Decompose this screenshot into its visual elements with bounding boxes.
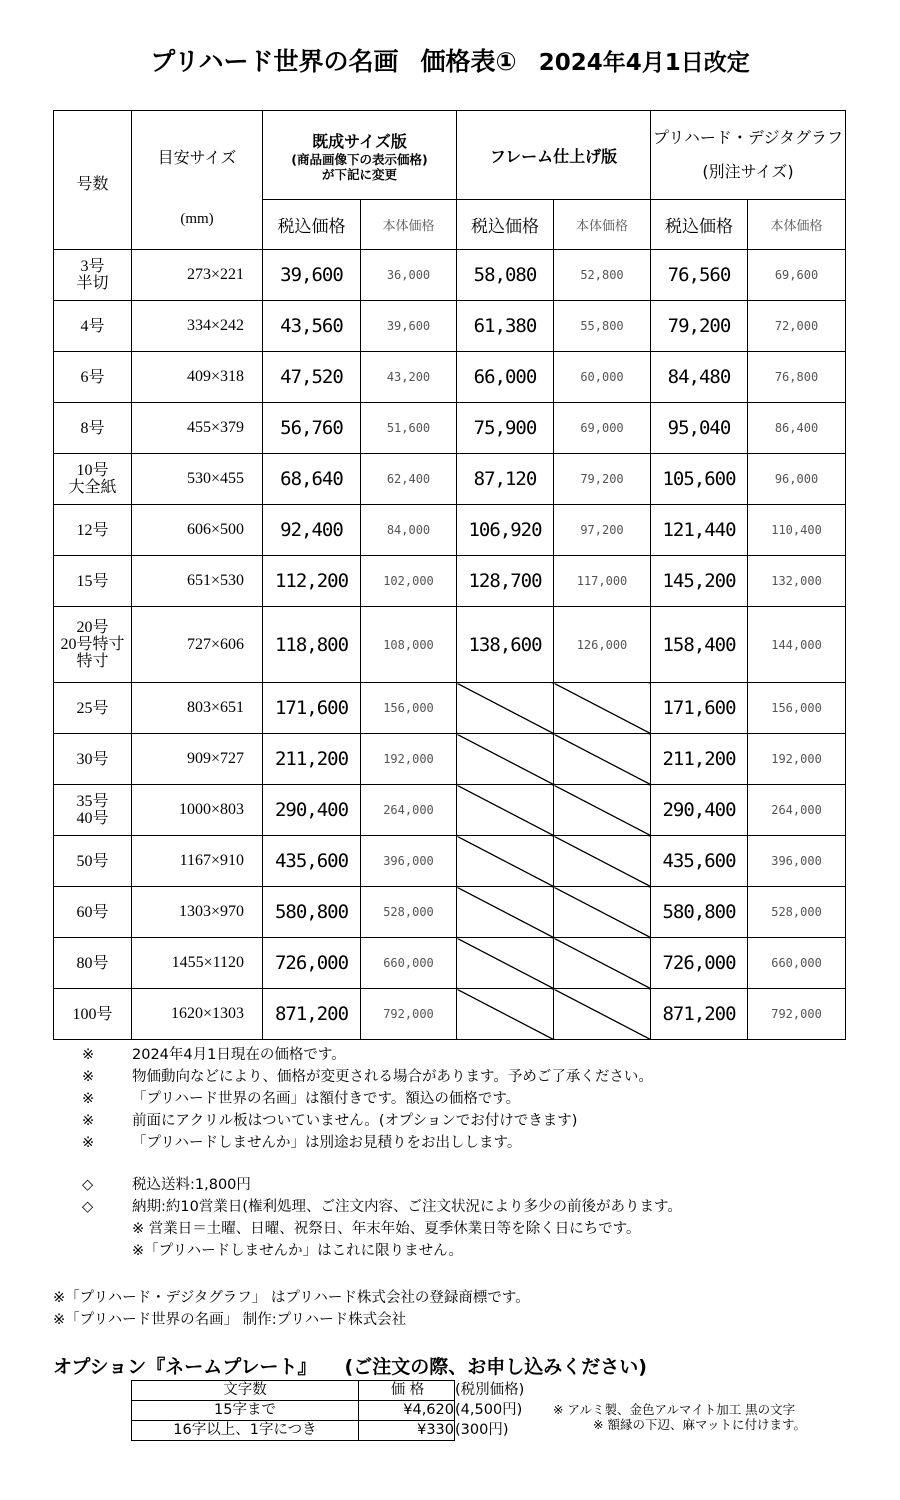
frame-base-price: 55,800 — [554, 301, 651, 352]
gou-label: 50号 — [76, 852, 109, 870]
gou-label: 20号 — [76, 619, 109, 636]
ready-base-price: 264,000 — [361, 785, 457, 836]
size-cell: 334×242 — [132, 301, 263, 352]
table-row — [54, 505, 846, 556]
gou-label: 6号 — [80, 368, 105, 386]
digi-base-price: 660,000 — [748, 938, 846, 989]
size-cell: 1167×910 — [132, 836, 263, 887]
note-text: 税込送料:1,800円 — [132, 1177, 251, 1193]
note-text: ※「プリハードしませんか」はこれに限りません。 — [132, 1243, 464, 1259]
header-base-price: 本体価格 — [748, 200, 846, 250]
note-text: 2024年4月1日現在の価格です。 — [132, 1047, 346, 1063]
nameplate-header-chars: 文字数 — [132, 1381, 359, 1401]
frame-tax-price: 75,900 — [457, 403, 554, 454]
note-mark: ※ — [82, 1091, 95, 1107]
size-cell: 530×455 — [132, 454, 263, 505]
ready-tax-price: 435,600 — [263, 836, 361, 887]
table-row — [54, 683, 846, 734]
gou-label: 3号 — [80, 258, 105, 275]
title-main: プリハード世界の名画 — [150, 47, 399, 76]
frame-not-available — [554, 989, 651, 1040]
digi-base-price: 156,000 — [748, 683, 846, 734]
frame-tax-price: 138,600 — [457, 607, 554, 683]
frame-not-available — [554, 938, 651, 989]
frame-base-price: 126,000 — [554, 607, 651, 683]
gou-label: 特寸 — [76, 653, 109, 670]
frame-base-price: 52,800 — [554, 250, 651, 301]
frame-not-available — [457, 683, 554, 734]
digi-base-price: 396,000 — [748, 836, 846, 887]
gou-cell — [54, 505, 132, 556]
gou-label: 30号 — [76, 750, 109, 768]
size-cell: 606×500 — [132, 505, 263, 556]
frame-not-available — [457, 836, 554, 887]
note-line — [82, 1088, 682, 1110]
digi-tax-price: 145,200 — [651, 556, 748, 607]
ready-base-price: 102,000 — [361, 556, 457, 607]
nameplate-note: ※ アルミ製、金色アルマイト加工 黒の文字 — [553, 1402, 796, 1417]
note-mark: ※ — [82, 1135, 95, 1151]
frame-tax-price: 58,080 — [457, 250, 554, 301]
frame-tax-price: 128,700 — [457, 556, 554, 607]
nameplate-price: ¥4,620 — [359, 1401, 455, 1421]
gou-cell — [54, 454, 132, 505]
ready-base-price: 84,000 — [361, 505, 457, 556]
frame-tax-price: 66,000 — [457, 352, 554, 403]
ready-base-price: 36,000 — [361, 250, 457, 301]
note-line — [82, 1218, 682, 1240]
note-line — [82, 1132, 682, 1154]
size-cell: 651×530 — [132, 556, 263, 607]
header-size: 目安サイズ (mm) — [132, 111, 263, 250]
header-digigraph: プリハード・デジタグラフ (別注サイズ) — [651, 111, 846, 200]
nameplate-base: (300円) — [455, 1422, 509, 1438]
table-row — [54, 250, 846, 301]
title-sub: 価格表① — [420, 47, 517, 76]
gou-label: 40号 — [76, 810, 109, 827]
ready-tax-price: 43,560 — [263, 301, 361, 352]
gou-label: 大全紙 — [68, 479, 117, 496]
digi-tax-price: 726,000 — [651, 938, 748, 989]
digi-base-price: 192,000 — [748, 734, 846, 785]
note-line — [82, 1110, 682, 1132]
note-text: 「プリハードしませんか」は別途お見積りをお出しします。 — [132, 1135, 522, 1151]
table-row — [54, 301, 846, 352]
credit-line: ※「プリハード世界の名画」 制作:プリハード株式会社 — [53, 1312, 407, 1328]
frame-tax-price: 61,380 — [457, 301, 554, 352]
nameplate-chars: 15字まで — [132, 1401, 359, 1421]
digi-tax-price: 290,400 — [651, 785, 748, 836]
digi-tax-price: 105,600 — [651, 454, 748, 505]
note-line — [82, 1196, 682, 1218]
table-row — [54, 607, 846, 683]
table-row — [54, 989, 846, 1040]
digi-base-price: 144,000 — [748, 607, 846, 683]
frame-not-available — [457, 785, 554, 836]
size-cell: 409×318 — [132, 352, 263, 403]
header-tax-included: 税込価格 — [263, 200, 361, 250]
frame-base-price: 69,000 — [554, 403, 651, 454]
size-cell: 1000×803 — [132, 785, 263, 836]
digi-base-price: 132,000 — [748, 556, 846, 607]
frame-not-available — [554, 887, 651, 938]
size-cell: 727×606 — [132, 607, 263, 683]
gou-label: 12号 — [76, 521, 109, 539]
nameplate-price: ¥330 — [359, 1421, 455, 1441]
size-cell: 803×651 — [132, 683, 263, 734]
header-base-price: 本体価格 — [554, 200, 651, 250]
ready-base-price: 39,600 — [361, 301, 457, 352]
gou-label: 10号 — [76, 462, 109, 479]
table-row — [54, 938, 846, 989]
ready-base-price: 108,000 — [361, 607, 457, 683]
ready-base-price: 528,000 — [361, 887, 457, 938]
digi-base-price: 69,600 — [748, 250, 846, 301]
size-cell: 1620×1303 — [132, 989, 263, 1040]
ready-tax-price: 118,800 — [263, 607, 361, 683]
note-text: 「プリハード世界の名画」は額付きです。額込の価格です。 — [132, 1091, 521, 1107]
frame-not-available — [457, 938, 554, 989]
nameplate-base: (4,500円) — [455, 1402, 523, 1418]
ready-tax-price: 171,600 — [263, 683, 361, 734]
digi-tax-price: 95,040 — [651, 403, 748, 454]
gou-label: 8号 — [80, 419, 105, 437]
ready-tax-price: 47,520 — [263, 352, 361, 403]
size-cell: 273×221 — [132, 250, 263, 301]
note-line — [82, 1066, 682, 1088]
note-mark: ◇ — [82, 1177, 94, 1193]
gou-cell — [54, 836, 132, 887]
digi-tax-price: 580,800 — [651, 887, 748, 938]
digi-tax-price: 211,200 — [651, 734, 748, 785]
gou-cell — [54, 887, 132, 938]
nameplate-notes — [553, 1402, 806, 1432]
frame-base-price: 97,200 — [554, 505, 651, 556]
ready-tax-price: 39,600 — [263, 250, 361, 301]
ready-base-price: 192,000 — [361, 734, 457, 785]
digi-base-price: 72,000 — [748, 301, 846, 352]
nameplate-note: ※ 額縁の下辺、麻マットに付けます。 — [593, 1417, 806, 1432]
digi-base-price: 76,800 — [748, 352, 846, 403]
header-tax-included: 税込価格 — [651, 200, 748, 250]
frame-tax-price: 87,120 — [457, 454, 554, 505]
digi-base-price: 264,000 — [748, 785, 846, 836]
digi-tax-price: 171,600 — [651, 683, 748, 734]
digi-base-price: 86,400 — [748, 403, 846, 454]
digi-tax-price: 435,600 — [651, 836, 748, 887]
ready-tax-price: 112,200 — [263, 556, 361, 607]
gou-cell — [54, 352, 132, 403]
frame-not-available — [554, 683, 651, 734]
gou-cell — [54, 683, 132, 734]
gou-cell — [54, 301, 132, 352]
price-table — [53, 110, 846, 1040]
nameplate-table — [131, 1380, 558, 1441]
ready-base-price: 62,400 — [361, 454, 457, 505]
gou-cell — [54, 403, 132, 454]
gou-cell — [54, 250, 132, 301]
frame-not-available — [554, 734, 651, 785]
notes-section — [82, 1044, 682, 1262]
title-date: 2024年4月1日改定 — [538, 50, 750, 76]
ready-base-price: 51,600 — [361, 403, 457, 454]
size-cell: 1455×1120 — [132, 938, 263, 989]
ready-base-price: 792,000 — [361, 989, 457, 1040]
frame-not-available — [554, 836, 651, 887]
digi-tax-price: 871,200 — [651, 989, 748, 1040]
note-text: 前面にアクリル板はついていません。(オプションでお付けできます) — [132, 1113, 578, 1129]
ready-base-price: 660,000 — [361, 938, 457, 989]
note-mark: ※ — [82, 1047, 95, 1063]
frame-not-available — [457, 734, 554, 785]
note-text: 物価動向などにより、価格が変更される場合があります。予めご了承ください。 — [132, 1069, 653, 1085]
frame-not-available — [554, 785, 651, 836]
ready-base-price: 43,200 — [361, 352, 457, 403]
digi-base-price: 792,000 — [748, 989, 846, 1040]
table-row — [54, 836, 846, 887]
gou-cell — [54, 607, 132, 683]
table-row — [54, 352, 846, 403]
credits-section — [53, 1287, 530, 1331]
frame-not-available — [457, 887, 554, 938]
header-gou: 号数 — [54, 111, 132, 250]
digi-tax-price: 76,560 — [651, 250, 748, 301]
header-base-price: 本体価格 — [361, 200, 457, 250]
gou-label: 25号 — [76, 699, 109, 717]
page-title — [0, 42, 900, 78]
size-cell: 455×379 — [132, 403, 263, 454]
gou-label: 20号特寸 — [60, 636, 125, 653]
ready-tax-price: 871,200 — [263, 989, 361, 1040]
gou-label: 15号 — [76, 572, 109, 590]
gou-label: 60号 — [76, 903, 109, 921]
digi-tax-price: 158,400 — [651, 607, 748, 683]
gou-cell — [54, 734, 132, 785]
header-frame: フレーム仕上げ版 — [457, 111, 651, 200]
gou-label: 半切 — [76, 275, 109, 292]
frame-not-available — [457, 989, 554, 1040]
ready-tax-price: 56,760 — [263, 403, 361, 454]
gou-cell — [54, 556, 132, 607]
ready-base-price: 396,000 — [361, 836, 457, 887]
header-ready-made: 既成サイズ版 (商品画像下の表示価格) が下記に変更 — [263, 111, 457, 200]
note-mark: ※ — [82, 1113, 95, 1129]
nameplate-chars: 16字以上、1字につき — [132, 1421, 359, 1441]
nameplate-header-note: (税別価格) — [455, 1382, 525, 1398]
table-row — [54, 887, 846, 938]
note-line — [82, 1174, 682, 1196]
gou-label: 80号 — [76, 954, 109, 972]
digi-tax-price: 79,200 — [651, 301, 748, 352]
note-text: ※ 営業日＝土曜、日曜、祝祭日、年末年始、夏季休業日等を除く日にちです。 — [132, 1221, 641, 1237]
note-line — [82, 1044, 682, 1066]
ready-tax-price: 68,640 — [263, 454, 361, 505]
gou-label: 100号 — [72, 1005, 113, 1023]
note-line — [82, 1240, 682, 1262]
frame-base-price: 60,000 — [554, 352, 651, 403]
digi-tax-price: 121,440 — [651, 505, 748, 556]
ready-tax-price: 290,400 — [263, 785, 361, 836]
table-row — [54, 403, 846, 454]
note-text: 納期:約10営業日(権利処理、ご注文内容、ご注文状況により多少の前後があります。 — [132, 1199, 682, 1215]
table-row — [54, 785, 846, 836]
gou-cell — [54, 989, 132, 1040]
digi-base-price: 110,400 — [748, 505, 846, 556]
option-title: オプション『ネームプレート』 (ご注文の際、お申し込みください) — [53, 1356, 647, 1378]
gou-label: 35号 — [76, 793, 109, 810]
frame-tax-price: 106,920 — [457, 505, 554, 556]
table-row — [54, 454, 846, 505]
frame-base-price: 79,200 — [554, 454, 651, 505]
note-mark: ※ — [82, 1069, 95, 1085]
nameplate-header-price: 価 格 — [359, 1381, 455, 1401]
note-mark: ◇ — [82, 1199, 94, 1215]
digi-base-price: 528,000 — [748, 887, 846, 938]
ready-tax-price: 211,200 — [263, 734, 361, 785]
ready-tax-price: 92,400 — [263, 505, 361, 556]
digi-tax-price: 84,480 — [651, 352, 748, 403]
gou-label: 4号 — [80, 317, 105, 335]
gou-cell — [54, 785, 132, 836]
gou-cell — [54, 938, 132, 989]
digi-base-price: 96,000 — [748, 454, 846, 505]
frame-base-price: 117,000 — [554, 556, 651, 607]
ready-tax-price: 726,000 — [263, 938, 361, 989]
header-tax-included: 税込価格 — [457, 200, 554, 250]
table-row — [54, 734, 846, 785]
ready-tax-price: 580,800 — [263, 887, 361, 938]
size-cell: 1303×970 — [132, 887, 263, 938]
size-cell: 909×727 — [132, 734, 263, 785]
credit-line: ※「プリハード・デジタグラフ」 はプリハード株式会社の登録商標です。 — [53, 1290, 530, 1306]
ready-base-price: 156,000 — [361, 683, 457, 734]
table-row — [54, 556, 846, 607]
